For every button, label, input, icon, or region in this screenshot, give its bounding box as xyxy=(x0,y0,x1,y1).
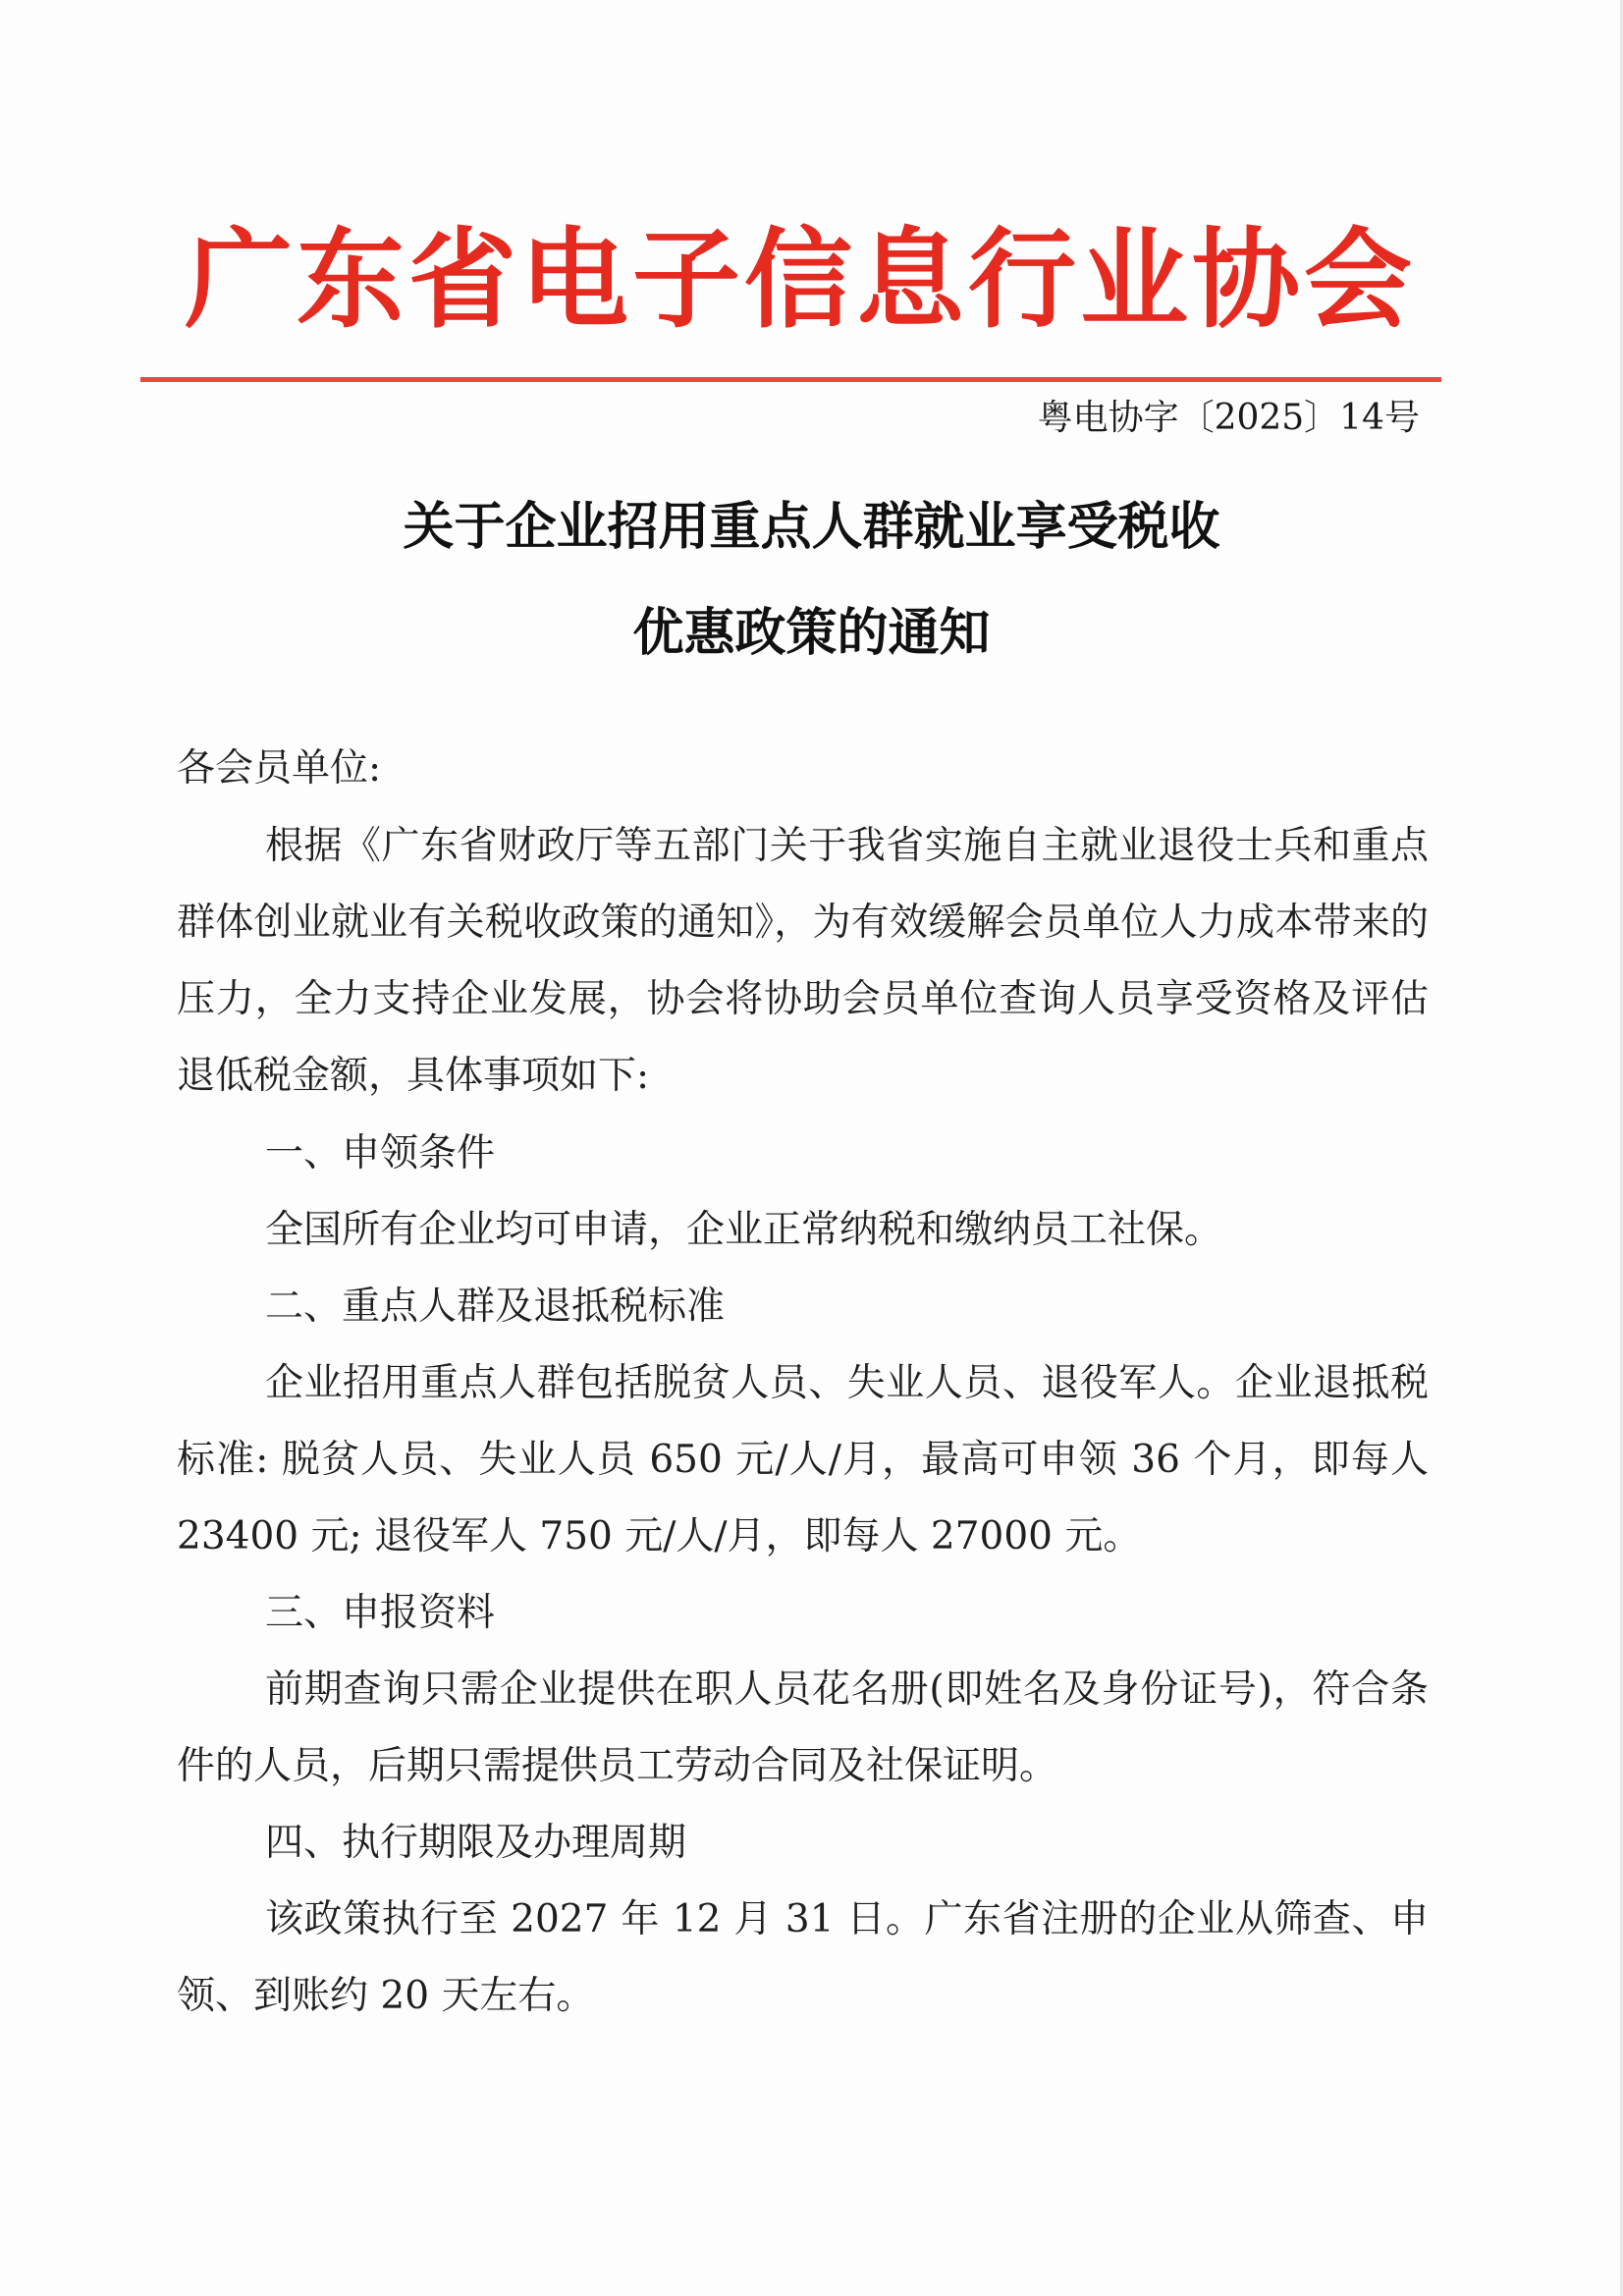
section-2-text: 企业招用重点人群包括脱贫人员、失业人员、退役军人。企业退抵税标准: 脱贫人员、失业人员 650 元/人/月，最高可申领 36 个月，即每人 23400 元; 退役军人 750 元/人/月，即每人 27000 元。 xyxy=(177,1361,1429,1558)
document-title-line-2: 优惠政策的通知 xyxy=(632,604,991,663)
intro-paragraph: 根据《广东省财政厅等五部门关于我省实施自主就业退役士兵和重点群体创业就业有关税收政策的通知》，为有效缓解会员单位人力成本带来的压力，全力支持企业发展，协会将协助会员单位查询人员享受资格及评估退低税金额，具体事项如下: xyxy=(177,824,1429,1098)
red-divider-rule xyxy=(140,377,1441,382)
document-number: 粤电协字〔2025〕14号 xyxy=(1037,398,1420,438)
section-4-text: 该政策执行至 2027 年 12 月 31 日。广东省注册的企业从筛查、申领、到账约 20 天左右。 xyxy=(177,1897,1429,2018)
section-3-heading: 三、申报资料 xyxy=(265,1591,496,1635)
section-1-text: 全国所有企业均可申请，企业正常纳税和缴纳员工社保。 xyxy=(265,1208,1223,1252)
section-4-heading: 四、执行期限及办理周期 xyxy=(265,1821,687,1865)
salutation: 各会员单位: xyxy=(177,746,382,791)
section-2-heading: 二、重点人群及退抵税标准 xyxy=(265,1285,726,1329)
section-3-text: 前期查询只需企业提供在职人员花名册(即姓名及身份证号)，符合条件的人员，后期只需提供员工劳动合同及社保证明。 xyxy=(177,1667,1429,1788)
organization-letterhead: 广东省电子信息行业协会 xyxy=(185,217,1416,343)
section-1-heading: 一、申领条件 xyxy=(265,1131,496,1175)
document-title-line-1: 关于企业招用重点人群就业享受税收 xyxy=(403,498,1220,557)
